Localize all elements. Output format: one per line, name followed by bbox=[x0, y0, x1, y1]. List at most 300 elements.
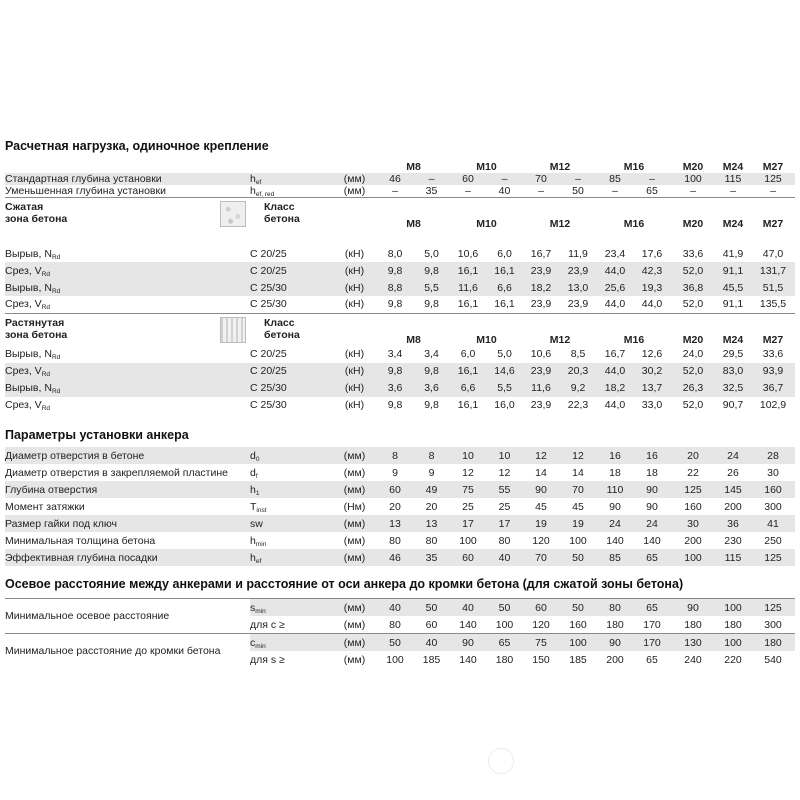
value-cell: – bbox=[633, 173, 671, 185]
value-cell: 12 bbox=[498, 466, 511, 479]
row-label: Вырыв, $N_{Rd}$ bbox=[5, 247, 61, 261]
value-cell: 12 bbox=[523, 447, 559, 464]
row-symbol: $h_{ef, red}$ bbox=[250, 185, 275, 198]
value-cell: 36,8 bbox=[671, 279, 715, 296]
watermark-icon bbox=[488, 748, 514, 774]
load-table bbox=[5, 156, 795, 230]
value-cell: 220 bbox=[724, 653, 742, 666]
value-cell: 90,7 bbox=[722, 399, 744, 411]
row-label: Момент затяжки bbox=[5, 500, 85, 513]
compressed-table bbox=[5, 245, 795, 414]
value-cell: 70 bbox=[523, 549, 559, 566]
value-cell: 18 bbox=[609, 466, 621, 479]
table-row bbox=[5, 515, 795, 532]
value-cell: 70 bbox=[559, 481, 597, 498]
value-cell: 100 bbox=[715, 599, 751, 617]
class-header: Класс бетона bbox=[250, 313, 332, 346]
value-cell: 200 bbox=[724, 500, 742, 513]
table-row bbox=[5, 498, 795, 515]
value-cell: 33,6 bbox=[682, 247, 704, 260]
value-cell: – bbox=[413, 173, 450, 185]
value-cell: 80 bbox=[389, 534, 401, 547]
value-cell: 90 bbox=[671, 599, 715, 617]
spacing-section-title: Осевое расстояние между анкерами и расстояние от оси анкера до кромки бетона (для сжатой зоны бетона) bbox=[5, 577, 684, 591]
value-cell: 8,0 bbox=[387, 247, 403, 260]
row-unit: (мм) bbox=[343, 466, 366, 479]
value-cell: 185 bbox=[422, 653, 441, 666]
table-row bbox=[5, 279, 795, 296]
row-unit: (мм) bbox=[332, 549, 377, 566]
row-unit: (мм) bbox=[343, 653, 366, 666]
value-cell: 180 bbox=[495, 653, 514, 666]
value-cell: 10,6 bbox=[457, 247, 479, 260]
value-cell: 125 bbox=[671, 481, 715, 498]
load-section-title: Расчетная нагрузка, одиночное крепление bbox=[5, 139, 269, 153]
row-unit: (кН) bbox=[332, 363, 377, 380]
value-cell: 170 bbox=[643, 618, 661, 631]
value-cell: 18,2 bbox=[523, 279, 559, 296]
size-header: M27 bbox=[751, 313, 795, 346]
value-cell: 8,8 bbox=[377, 279, 413, 296]
value-cell: – bbox=[392, 185, 398, 197]
size-header: M27 bbox=[762, 161, 784, 173]
value-cell: 90 bbox=[450, 634, 486, 652]
value-cell: 135,5 bbox=[759, 298, 787, 311]
tension-concrete-icon bbox=[220, 317, 246, 343]
value-cell: 180 bbox=[684, 618, 702, 631]
value-cell: 51,5 bbox=[751, 279, 795, 296]
value-cell: 46 bbox=[377, 173, 413, 185]
row-unit: (кН) bbox=[344, 399, 365, 411]
value-cell: 131,7 bbox=[751, 262, 795, 279]
value-cell: 100 bbox=[495, 618, 514, 631]
size-header: M12 bbox=[523, 313, 597, 346]
value-cell: 145 bbox=[715, 481, 751, 498]
size-header: M8 bbox=[377, 198, 450, 231]
value-cell: 14,6 bbox=[486, 363, 523, 380]
value-cell: 23,9 bbox=[530, 298, 552, 311]
value-cell: 230 bbox=[724, 534, 742, 547]
value-cell: 49 bbox=[413, 481, 450, 498]
value-cell: 32,5 bbox=[715, 380, 751, 397]
row-label: Уменьшенная глубина установки bbox=[5, 185, 166, 197]
value-cell: 45 bbox=[535, 500, 547, 513]
row-symbol: $h_1$ bbox=[250, 481, 332, 498]
size-header: M10 bbox=[450, 313, 523, 346]
value-cell: 44,0 bbox=[597, 363, 633, 380]
value-cell: 24 bbox=[633, 515, 671, 532]
table-row bbox=[5, 447, 795, 464]
value-cell: 18 bbox=[646, 466, 658, 479]
row-label: Эффективная глубина посадки bbox=[5, 549, 250, 566]
value-cell: 85 bbox=[597, 549, 633, 566]
value-cell: 16,1 bbox=[494, 298, 515, 311]
value-cell: 9,8 bbox=[424, 298, 439, 311]
size-header: M20 bbox=[682, 161, 704, 173]
row-class: C 20/25 bbox=[250, 348, 287, 360]
value-cell: 5,0 bbox=[497, 348, 512, 360]
value-cell: 65 bbox=[633, 599, 671, 617]
compressed-concrete-icon bbox=[220, 201, 246, 227]
value-cell: 102,9 bbox=[759, 399, 787, 411]
row-label: Вырыв, $N_{Rd}$ bbox=[5, 279, 250, 296]
value-cell: – bbox=[770, 185, 776, 197]
table-row bbox=[5, 262, 795, 279]
value-cell: 90 bbox=[646, 500, 658, 513]
size-header: M24 bbox=[715, 313, 751, 346]
tension-zone-header bbox=[5, 313, 795, 346]
row-label: Диаметр отверстия в бетоне bbox=[5, 447, 250, 464]
table-row bbox=[5, 532, 795, 549]
value-cell: 170 bbox=[633, 634, 671, 652]
row-label: Размер гайки под ключ bbox=[5, 515, 250, 532]
value-cell: 100 bbox=[715, 634, 751, 652]
value-cell: 100 bbox=[459, 534, 477, 547]
value-cell: 30,2 bbox=[633, 363, 671, 380]
value-cell: 17,6 bbox=[641, 247, 663, 260]
value-cell: 14 bbox=[572, 466, 584, 479]
table-row bbox=[5, 346, 795, 363]
value-cell: 125 bbox=[751, 599, 795, 617]
row-symbol: $h_{ef}$ bbox=[250, 173, 332, 185]
value-cell: 16 bbox=[597, 447, 633, 464]
value-cell: 200 bbox=[684, 534, 702, 547]
size-header: M10 bbox=[476, 161, 497, 173]
value-cell: 65 bbox=[486, 634, 523, 652]
value-cell: 33,6 bbox=[762, 348, 784, 360]
value-cell: 80 bbox=[498, 534, 511, 547]
value-cell: 29,5 bbox=[722, 348, 744, 360]
value-cell: 75 bbox=[450, 481, 486, 498]
value-cell: 120 bbox=[532, 618, 550, 631]
value-cell: 25,6 bbox=[597, 279, 633, 296]
value-cell: 6,0 bbox=[460, 348, 476, 360]
value-cell: 55 bbox=[486, 481, 523, 498]
value-cell: 13 bbox=[413, 515, 450, 532]
value-cell: 90 bbox=[523, 481, 559, 498]
value-cell: 9 bbox=[428, 466, 435, 479]
value-cell: 44,0 bbox=[604, 298, 626, 311]
value-cell: 19 bbox=[523, 515, 559, 532]
table-row bbox=[5, 464, 795, 481]
value-cell: 41 bbox=[751, 515, 795, 532]
value-cell: 19,3 bbox=[633, 279, 671, 296]
row-unit: (кН) bbox=[344, 298, 365, 311]
value-cell: 85 bbox=[597, 173, 633, 185]
value-cell: 90 bbox=[597, 634, 633, 652]
install-section-title: Параметры установки анкера bbox=[5, 428, 189, 442]
value-cell: 12 bbox=[559, 447, 597, 464]
row-label: Срез, $V_{Rd}$ bbox=[5, 262, 250, 279]
value-cell: 300 bbox=[764, 618, 782, 631]
value-cell: 3,4 bbox=[387, 348, 403, 360]
value-cell: 33,0 bbox=[641, 399, 663, 411]
size-header: M8 bbox=[406, 161, 421, 173]
value-cell: 50 bbox=[572, 185, 584, 197]
value-cell: 60 bbox=[450, 549, 486, 566]
value-cell: 45 bbox=[572, 500, 584, 513]
row-label: Стандартная глубина установки bbox=[5, 173, 250, 185]
value-cell: 20 bbox=[671, 447, 715, 464]
row-label: Минимальная толщина бетона bbox=[5, 534, 156, 547]
row-label: Глубина отверстия bbox=[5, 481, 250, 498]
row-unit: (мм) bbox=[332, 634, 377, 652]
value-cell: 25 bbox=[498, 500, 511, 513]
value-cell: 10 bbox=[486, 447, 523, 464]
value-cell: – bbox=[730, 185, 736, 197]
size-header: M16 bbox=[597, 198, 671, 231]
table-row bbox=[5, 380, 795, 397]
value-cell: 185 bbox=[569, 653, 587, 666]
row-unit: (Нм) bbox=[343, 500, 366, 513]
value-cell: 23,9 bbox=[567, 298, 589, 311]
value-cell: 91,1 bbox=[715, 262, 751, 279]
value-cell: 83,0 bbox=[715, 363, 751, 380]
value-cell: 9,2 bbox=[559, 380, 597, 397]
value-cell: 9,8 bbox=[413, 262, 450, 279]
size-header: M20 bbox=[671, 198, 715, 231]
table-row bbox=[5, 634, 795, 652]
value-cell: 20 bbox=[425, 500, 438, 513]
row-symbol: $s_{min}$ bbox=[250, 599, 332, 617]
value-cell: 44,0 bbox=[604, 399, 626, 411]
value-cell: 240 bbox=[684, 653, 702, 666]
value-cell: 65 bbox=[646, 653, 658, 666]
value-cell: 125 bbox=[751, 549, 795, 566]
value-cell: 5,0 bbox=[424, 247, 439, 260]
value-cell: 13 bbox=[377, 515, 413, 532]
value-cell: 180 bbox=[751, 634, 795, 652]
value-cell: 18,2 bbox=[597, 380, 633, 397]
value-cell: 300 bbox=[764, 500, 782, 513]
value-cell: 17 bbox=[486, 515, 523, 532]
table-row bbox=[5, 296, 795, 313]
row-unit: (кН) bbox=[344, 247, 365, 260]
value-cell: 100 bbox=[671, 549, 715, 566]
value-cell: 250 bbox=[764, 534, 782, 547]
value-cell: 100 bbox=[386, 653, 404, 666]
value-cell: 10 bbox=[450, 447, 486, 464]
row-label: Диаметр отверстия в закрепляемой пластине bbox=[5, 466, 228, 479]
row-label: Минимальное осевое расстояние bbox=[5, 599, 250, 634]
value-cell: 47,0 bbox=[762, 247, 784, 260]
value-cell: 100 bbox=[569, 534, 587, 547]
value-cell: 9,8 bbox=[424, 399, 439, 411]
size-header: M24 bbox=[722, 161, 744, 173]
value-cell: 150 bbox=[532, 653, 550, 666]
value-cell: 50 bbox=[559, 549, 597, 566]
install-table bbox=[5, 447, 795, 566]
value-cell: 44,0 bbox=[597, 262, 633, 279]
row-unit: (кН) bbox=[332, 262, 377, 279]
value-cell: 9 bbox=[392, 466, 398, 479]
value-cell: 52,0 bbox=[671, 363, 715, 380]
value-cell: 36 bbox=[715, 515, 751, 532]
value-cell: – bbox=[465, 185, 471, 197]
value-cell: 160 bbox=[751, 481, 795, 498]
row-unit: (мм) bbox=[332, 173, 377, 185]
size-header: M27 bbox=[751, 198, 795, 231]
value-cell: 23,9 bbox=[559, 262, 597, 279]
row-symbol: для s ≥ bbox=[250, 653, 285, 666]
value-cell: 35 bbox=[413, 549, 450, 566]
value-cell: 13,0 bbox=[559, 279, 597, 296]
value-cell: 16,1 bbox=[450, 363, 486, 380]
row-symbol: $c_{min}$ bbox=[250, 634, 332, 652]
value-cell: 22 bbox=[687, 466, 699, 479]
size-header-row bbox=[5, 156, 795, 173]
table-row bbox=[5, 363, 795, 380]
value-cell: 50 bbox=[413, 599, 450, 617]
row-class: C 20/25 bbox=[250, 247, 287, 260]
value-cell: 16,1 bbox=[486, 262, 523, 279]
value-cell: 11,6 bbox=[450, 279, 486, 296]
size-header: M16 bbox=[623, 161, 645, 173]
size-header: M12 bbox=[549, 161, 571, 173]
value-cell: 6,6 bbox=[450, 380, 486, 397]
value-cell: 36,7 bbox=[751, 380, 795, 397]
compressed-zone-header bbox=[5, 198, 795, 231]
row-unit: (мм) bbox=[343, 534, 366, 547]
value-cell: 14 bbox=[535, 466, 547, 479]
value-cell: 9,8 bbox=[387, 298, 403, 311]
value-cell: 140 bbox=[606, 534, 624, 547]
row-label: Срез, $V_{Rd}$ bbox=[5, 399, 50, 412]
value-cell: 120 bbox=[532, 534, 550, 547]
value-cell: 23,9 bbox=[523, 262, 559, 279]
value-cell: 180 bbox=[606, 618, 624, 631]
value-cell: 160 bbox=[684, 500, 702, 513]
value-cell: 3,4 bbox=[424, 348, 439, 360]
value-cell: 140 bbox=[459, 618, 477, 631]
row-class: C 25/30 bbox=[250, 380, 332, 397]
value-cell: 100 bbox=[559, 634, 597, 652]
row-class: C 20/25 bbox=[250, 363, 332, 380]
value-cell: 140 bbox=[459, 653, 477, 666]
value-cell: 80 bbox=[597, 599, 633, 617]
zone-title: Растянутая зона бетона bbox=[5, 313, 250, 346]
row-symbol: $d_0$ bbox=[250, 447, 332, 464]
value-cell: 23,9 bbox=[530, 399, 552, 411]
value-cell: 65 bbox=[646, 185, 658, 197]
value-cell: 41,9 bbox=[722, 247, 744, 260]
value-cell: 91,1 bbox=[722, 298, 744, 311]
value-cell: 3,6 bbox=[377, 380, 413, 397]
value-cell: 52,0 bbox=[682, 399, 704, 411]
table-row bbox=[5, 185, 795, 198]
value-cell: 13,7 bbox=[633, 380, 671, 397]
value-cell: 46 bbox=[377, 549, 413, 566]
value-cell: 22,3 bbox=[567, 399, 589, 411]
size-header: M20 bbox=[671, 313, 715, 346]
row-symbol: $d_f$ bbox=[250, 466, 258, 480]
value-cell: 50 bbox=[377, 634, 413, 652]
value-cell: 5,5 bbox=[486, 380, 523, 397]
value-cell: 40 bbox=[450, 599, 486, 617]
value-cell: 60 bbox=[450, 173, 486, 185]
row-class: C 25/30 bbox=[250, 279, 332, 296]
value-cell: 40 bbox=[498, 185, 511, 197]
value-cell: 16,0 bbox=[494, 399, 515, 411]
value-cell: 6,6 bbox=[486, 279, 523, 296]
value-cell: 90 bbox=[609, 500, 621, 513]
value-cell: 540 bbox=[764, 653, 782, 666]
value-cell: 12 bbox=[462, 466, 474, 479]
value-cell: 45,5 bbox=[715, 279, 751, 296]
value-cell: 80 bbox=[389, 618, 401, 631]
value-cell: 26,3 bbox=[671, 380, 715, 397]
value-cell: 40 bbox=[486, 549, 523, 566]
value-cell: 26 bbox=[727, 466, 739, 479]
value-cell: 60 bbox=[523, 599, 559, 617]
class-header: Класс бетона bbox=[250, 198, 332, 231]
value-cell: 52,0 bbox=[671, 262, 715, 279]
value-cell: 52,0 bbox=[682, 298, 704, 311]
row-label: Срез, $V_{Rd}$ bbox=[5, 363, 250, 380]
value-cell: 160 bbox=[569, 618, 587, 631]
value-cell: 23,9 bbox=[523, 363, 559, 380]
size-header: M8 bbox=[377, 313, 450, 346]
value-cell: 10,6 bbox=[530, 348, 552, 360]
value-cell: 9,8 bbox=[377, 363, 413, 380]
row-unit: (кН) bbox=[332, 279, 377, 296]
table-row bbox=[5, 397, 795, 414]
value-cell: 23,4 bbox=[604, 247, 626, 260]
value-cell: 50 bbox=[559, 599, 597, 617]
row-unit: (мм) bbox=[343, 618, 366, 631]
size-header: M24 bbox=[715, 198, 751, 231]
value-cell: 16 bbox=[633, 447, 671, 464]
value-cell: 140 bbox=[643, 534, 661, 547]
value-cell: 12,6 bbox=[641, 348, 663, 360]
value-cell: 16,7 bbox=[530, 247, 552, 260]
size-header: M10 bbox=[450, 198, 523, 231]
row-label: Вырыв, $N_{Rd}$ bbox=[5, 380, 250, 397]
row-label: Минимальное расстояние до кромки бетона bbox=[5, 634, 250, 669]
value-cell: 75 bbox=[523, 634, 559, 652]
value-cell: 125 bbox=[751, 173, 795, 185]
value-cell: 115 bbox=[715, 173, 751, 185]
value-cell: 9,8 bbox=[387, 399, 403, 411]
row-class: C 25/30 bbox=[250, 298, 287, 311]
value-cell: 28 bbox=[751, 447, 795, 464]
row-symbol: для c ≥ bbox=[250, 618, 285, 631]
value-cell: 60 bbox=[425, 618, 438, 631]
value-cell: 19 bbox=[559, 515, 597, 532]
value-cell: 60 bbox=[377, 481, 413, 498]
size-header: M12 bbox=[523, 198, 597, 231]
value-cell: 115 bbox=[715, 549, 751, 566]
row-unit: (мм) bbox=[332, 515, 377, 532]
row-unit: (мм) bbox=[332, 447, 377, 464]
row-unit: (кН) bbox=[344, 348, 365, 360]
value-cell: – bbox=[690, 185, 696, 197]
value-cell: 50 bbox=[486, 599, 523, 617]
value-cell: 16,1 bbox=[457, 399, 479, 411]
value-cell: 200 bbox=[606, 653, 624, 666]
table-row bbox=[5, 173, 795, 185]
zone-title: Сжатая зона бетона bbox=[5, 198, 250, 231]
value-cell: 3,6 bbox=[413, 380, 450, 397]
row-unit: (мм) bbox=[332, 481, 377, 498]
value-cell: 30 bbox=[671, 515, 715, 532]
value-cell: 80 bbox=[425, 534, 438, 547]
value-cell: 130 bbox=[671, 634, 715, 652]
value-cell: 35 bbox=[425, 185, 438, 197]
row-symbol: $h_{ef}$ bbox=[250, 549, 332, 566]
value-cell: 20 bbox=[389, 500, 401, 513]
table-row bbox=[5, 549, 795, 566]
